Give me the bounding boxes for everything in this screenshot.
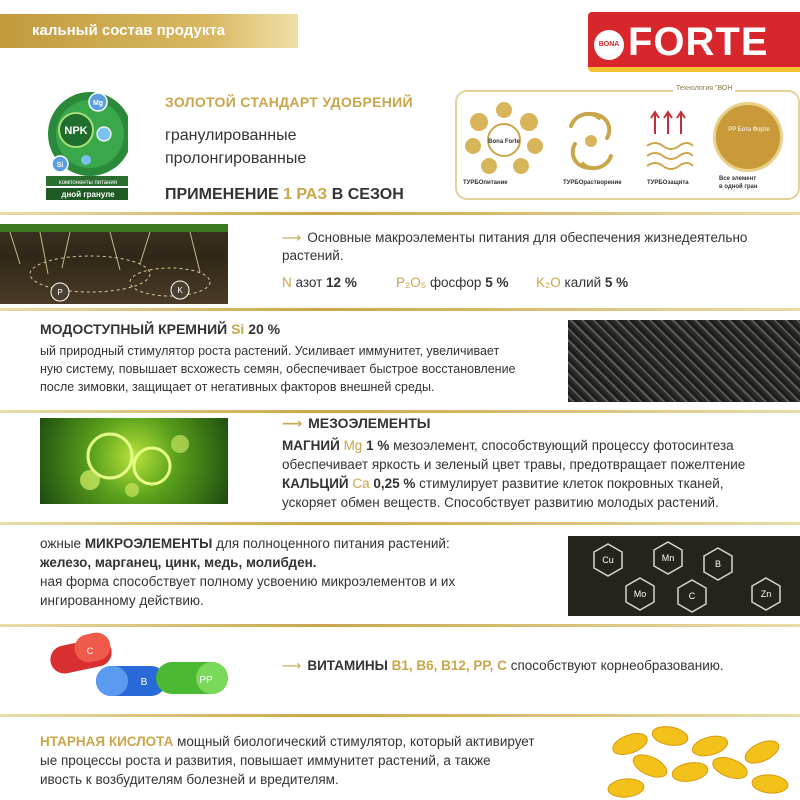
k-symbol: K₂O xyxy=(536,275,561,290)
succinic-line2: ые процессы роста и развития, повышает иммунитет растений, а также xyxy=(40,753,491,768)
calcium-line1 xyxy=(282,474,724,493)
n-symbol: N xyxy=(282,275,292,290)
header-title: кальный состав продукта xyxy=(32,22,226,39)
badge-ribbon-1: компоненты питания xyxy=(59,180,117,186)
hex-c: C xyxy=(688,591,696,601)
caption-all-elements-1: Все элемент xyxy=(719,176,757,182)
silicon-granules-image xyxy=(568,320,800,402)
macro-intro-text1: Основные макроэлементы питания для обеспечения жизнедеятельно xyxy=(307,230,748,245)
micro-line1 xyxy=(40,534,450,553)
turbo-nutrition-icon xyxy=(461,100,547,180)
mg-title: МАГНИЙ xyxy=(282,438,344,453)
application-prefix: ПРИМЕНЕНИЕ xyxy=(165,186,284,203)
divider-5 xyxy=(0,624,800,627)
n-value: 12 % xyxy=(326,275,357,290)
application-text xyxy=(165,186,404,204)
vitamins-list: В1, В6, В12, PP, C xyxy=(391,658,507,673)
caption-turbo-dissolve: ТУРБОрастворение xyxy=(563,180,622,186)
si-label: Si xyxy=(56,162,64,169)
meso-title-text: МЕЗОЭЛЕМЕНТЫ xyxy=(308,415,431,431)
silicon-line2: ную систему, повышает всхожесть семян, обеспечивает быстрое восстановление xyxy=(40,362,516,376)
hex-mo: Mo xyxy=(633,589,647,599)
cells-graphic xyxy=(40,418,228,504)
arrow-icon: ⟶ xyxy=(282,415,303,431)
mg-label: Mg xyxy=(92,100,104,107)
badge-ribbon-2: дной грануле xyxy=(61,190,115,199)
turbo-protect-icon xyxy=(643,106,693,176)
hex-mn: Mn xyxy=(661,553,675,563)
silicon-symbol: Si xyxy=(231,321,245,337)
divider-3 xyxy=(0,410,800,413)
application-suffix: В СЕЗОН xyxy=(327,186,404,203)
amber-capsules-icon xyxy=(590,722,800,800)
ca-value: 0,25 % xyxy=(369,476,416,491)
caption-all-elements-2: в одной гран xyxy=(719,184,758,190)
soil-image xyxy=(0,224,228,304)
macro-intro-line2: растений. xyxy=(282,248,344,263)
mg-value: 1 % xyxy=(362,438,390,453)
meso-title xyxy=(282,414,431,433)
p-symbol: P₂O₅ xyxy=(396,275,427,290)
calcium-line2: ускоряет обмен веществ. Способствует развитию молодых растений. xyxy=(282,495,719,510)
arrow-icon: ⟶ xyxy=(282,658,302,673)
hex-cu: Cu xyxy=(602,555,614,565)
cells-image xyxy=(40,418,228,504)
succinic-title: НТАРНАЯ КИСЛОТА xyxy=(40,734,174,749)
micro-line3: ная форма способствует полному усвоению микроэлементов и их xyxy=(40,574,456,589)
macro-intro-line1 xyxy=(282,228,747,247)
succinic-line3: ивость к возбудителям болезней и вредителям. xyxy=(40,772,339,787)
npk-badge-icon xyxy=(46,72,128,212)
ca-symbol: Ca xyxy=(352,476,370,491)
divider-1 xyxy=(0,212,800,215)
vitamin-capsules-icon xyxy=(46,632,242,706)
ca-title: КАЛЬЦИЙ xyxy=(282,476,353,491)
silicon-title xyxy=(40,320,280,339)
micro-line4: ингированному действию. xyxy=(40,593,204,608)
nitrogen-item xyxy=(282,273,357,292)
application-highlight: 1 РАЗ xyxy=(283,186,328,203)
silicon-line1: ый природный стимулятор роста растений. Усиливает иммунитет, увеличивает xyxy=(40,344,500,358)
turbo-dissolve-icon xyxy=(563,106,619,176)
hex-zn: Zn xyxy=(760,589,772,599)
prolonged-text: пролонгированные xyxy=(165,150,307,167)
succinic-text1: мощный биологический стимулятор, который активирует xyxy=(173,734,535,749)
hex-elements-graphic xyxy=(568,536,800,616)
phosphorus-item xyxy=(396,273,508,292)
granulated-text: гранулированные xyxy=(165,127,297,144)
divider-2 xyxy=(0,308,800,311)
divider-4 xyxy=(0,522,800,525)
golden-standard-title: ЗОЛОТОЙ СТАНДАРТ УДОБРЕНИЙ xyxy=(165,94,413,110)
medal-text: PP Бота Форте xyxy=(728,127,770,133)
mg-symbol: Mg xyxy=(343,438,363,453)
logo-bona-circle: BONA xyxy=(594,30,624,60)
capsule-pp-label: PP xyxy=(199,675,213,686)
vitamins-title: ВИТАМИНЫ xyxy=(307,658,392,673)
caption-turbo-nutrition: ТУРБОпитание xyxy=(463,180,508,186)
mg-text1: мезоэлемент, способствующий процессу фотосинтеза xyxy=(389,438,734,453)
logo-forte-text: FORTE xyxy=(628,20,769,64)
silicon-line3: после зимовки, защищает от негативных факторов внешней среды. xyxy=(40,380,435,394)
magnesium-line1 xyxy=(282,436,734,455)
micro-line1-prefix: ожные xyxy=(40,536,85,551)
p-label: фосфор xyxy=(426,275,486,290)
capsule-c-label: C xyxy=(86,646,94,656)
potassium-item xyxy=(536,273,628,292)
micro-elements-image xyxy=(568,536,800,616)
succinic-line1 xyxy=(40,732,535,751)
micro-elements-list: железо, марганец, цинк, медь, молибден. xyxy=(40,555,317,570)
technology-label: Технология "ВОН xyxy=(673,85,735,92)
n-label: азот xyxy=(291,275,327,290)
micro-line1-suffix: для полноценного питания растений: xyxy=(212,536,450,551)
header-band xyxy=(0,14,298,48)
soil-k-label: K xyxy=(177,286,183,295)
silicon-value: 20 % xyxy=(244,321,281,337)
k-label: калий xyxy=(560,275,605,290)
tech-center-label: Bona Forte xyxy=(488,139,520,145)
vitamins-text: способствуют корнеобразованию. xyxy=(506,658,724,673)
caption-turbo-protect: ТУРБОзащита xyxy=(647,180,689,186)
npk-label: NPK xyxy=(64,125,88,137)
technology-panel xyxy=(455,85,800,200)
magnesium-line2: обеспечивает яркость и зеленый цвет травы, предотвращает пожелтение xyxy=(282,457,746,472)
hex-b: B xyxy=(714,559,722,569)
ca-text1: стимулирует развитие клеток покровных тканей, xyxy=(415,476,724,491)
k-value: 5 % xyxy=(604,275,629,290)
bona-forte-logo xyxy=(588,12,800,78)
vitamins-line xyxy=(282,656,724,675)
soil-p-label: P xyxy=(57,288,63,297)
soil-roots-graphic xyxy=(0,224,228,304)
silicon-title-prefix: МОДОСТУПНЫЙ КРЕМНИЙ xyxy=(40,321,232,337)
capsule-b-label: B xyxy=(140,677,148,688)
divider-6 xyxy=(0,714,800,717)
micro-line1-bold: МИКРОЭЛЕМЕНТЫ xyxy=(84,536,213,551)
arrow-icon: ⟶ xyxy=(282,230,302,245)
medal-icon xyxy=(713,102,783,172)
p-value: 5 % xyxy=(485,275,509,290)
